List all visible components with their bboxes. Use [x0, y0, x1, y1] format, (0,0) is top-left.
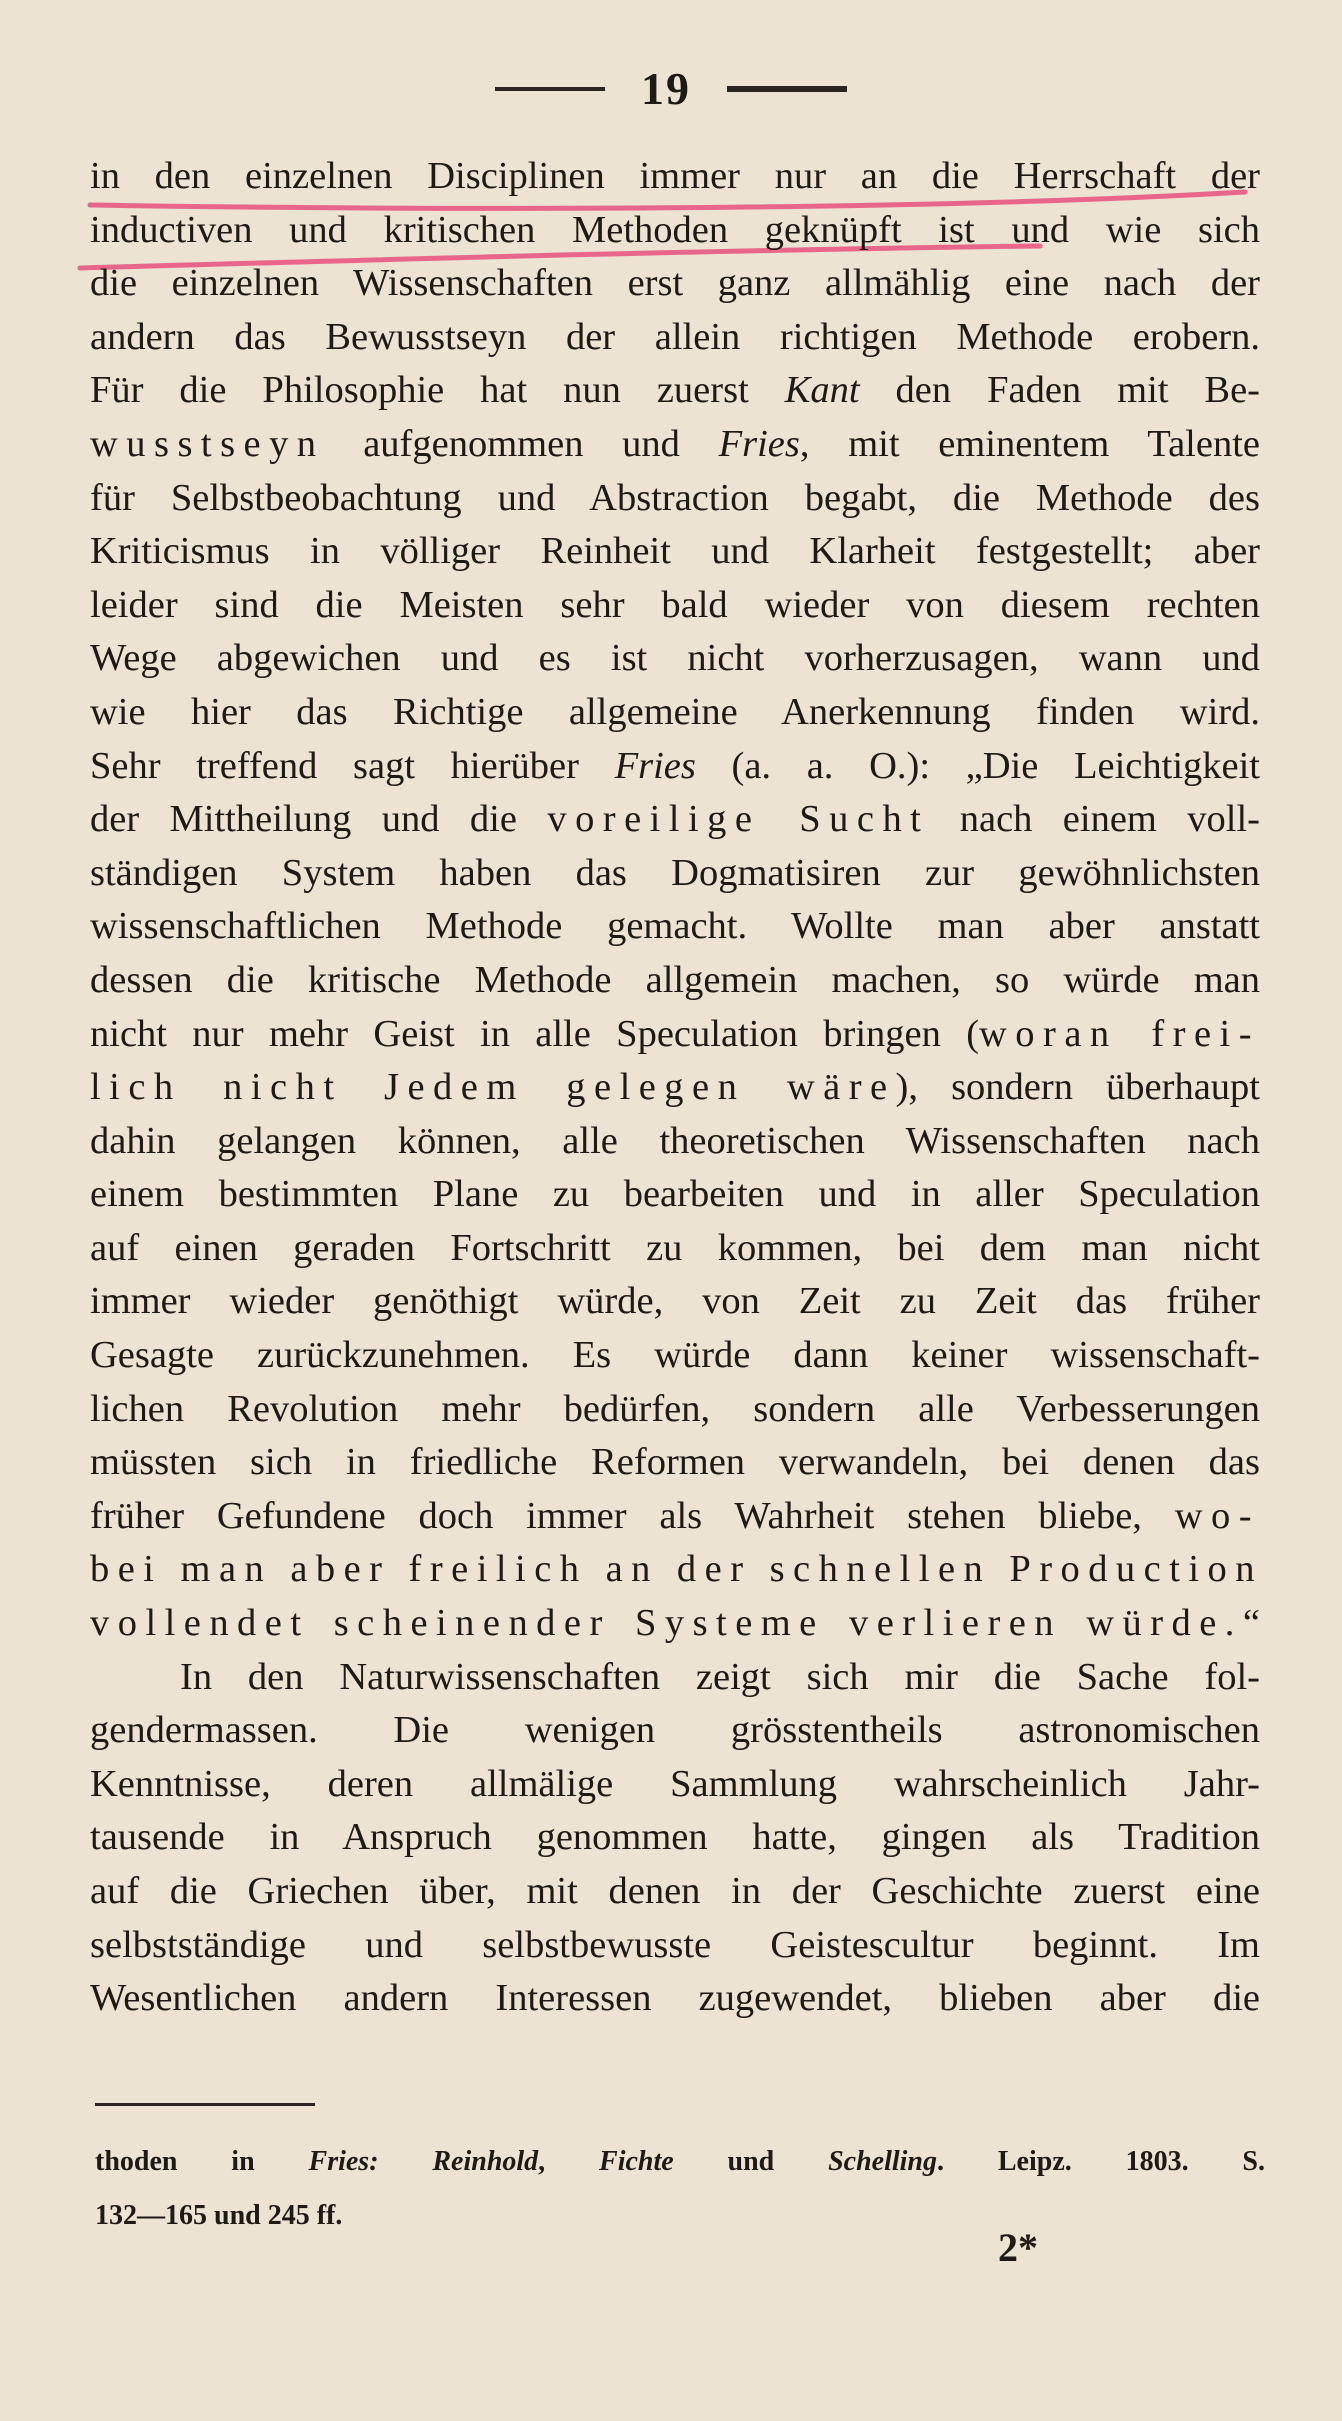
text-line: früher Gefundene doch immer als Wahrheit stehen bliebe, wo- [90, 1494, 1260, 1537]
text-line: wissenschaftlichen Methode gemacht. Wollte man aber anstatt [90, 905, 1260, 948]
footnote-line: 132—165 und 245 ff. [95, 2199, 343, 2231]
text-line: Wesentlichen andern Interessen zugewendet, blieben aber die [90, 1977, 1260, 2020]
text-line: in den einzelnen Disciplinen immer nur an die Herrschaft der [90, 155, 1260, 197]
footnote-rule [95, 2103, 315, 2106]
text-line: tausende in Anspruch genommen hatte, gingen als Tradition [90, 1816, 1260, 1859]
header-rule-right [727, 86, 847, 92]
footnote-line: thoden in Fries: Reinhold, Fichte und Schelling. Leipz. 1803. S. [95, 2146, 1265, 2177]
text-line: Für die Philosophie hat nun zuerst Kant den Faden mit Be- [90, 369, 1260, 412]
text-line: In den Naturwissenschaften zeigt sich mir die Sache fol- [180, 1655, 1260, 1698]
signature-mark: 2* [998, 2225, 1038, 2270]
header-rule-left [495, 87, 605, 91]
text-line: auf die Griechen über, mit denen in der Geschichte zuerst eine [90, 1870, 1260, 1912]
main-text [90, 150, 1263, 2026]
text-line: der Mittheilung und die voreilige Sucht nach einem voll- [90, 798, 1260, 841]
text-line: dahin gelangen können, alle theoretischen Wissenschaften nach [90, 1119, 1260, 1162]
text-line: Sehr treffend sagt hierüber Fries (a. a. O.): „Die Leichtigkeit [90, 744, 1260, 787]
footnote [95, 2140, 1265, 2238]
text-line: bei man aber freilich an der schnellen Production [90, 1548, 1263, 1591]
text-line: wusstseyn aufgenommen und Fries, mit eminentem Talente [90, 422, 1261, 465]
text-line: andern das Bewusstseyn der allein richtigen Methode erobern. [90, 315, 1260, 358]
text-line: Gesagte zurückzunehmen. Es würde dann keiner wissenschaft- [90, 1334, 1260, 1377]
text-line: lich nicht Jedem gelegen wäre), sondern überhaupt [90, 1066, 1260, 1109]
text-line: lichen Revolution mehr bedürfen, sondern alle Verbesserungen [90, 1387, 1260, 1430]
text-line: immer wieder genöthigt würde, von Zeit zu Zeit das früher [90, 1280, 1260, 1323]
text-line: leider sind die Meisten sehr bald wieder von diesem rechten [90, 583, 1260, 626]
text-line: dessen die kritische Methode allgemein machen, so würde man [90, 958, 1260, 1001]
text-line: ständigen System haben das Dogmatisiren zur gewöhnlichsten [90, 851, 1260, 894]
text-line: Kenntnisse, deren allmälige Sammlung wahrscheinlich Jahr- [90, 1762, 1260, 1805]
page-number: 19 [641, 63, 691, 114]
text-line: wie hier das Richtige allgemeine Anerkennung finden wird. [90, 690, 1260, 733]
text-line: inductiven und kritischen Methoden geknüpft ist und wie sich [90, 208, 1260, 251]
page-header [0, 62, 1342, 115]
text-line: nicht nur mehr Geist in alle Speculation bringen (woran frei- [90, 1012, 1260, 1055]
text-line: gendermassen. Die wenigen grösstentheils astronomischen [90, 1709, 1260, 1752]
text-line: Kriticismus in völliger Reinheit und Klarheit festgestellt; aber [90, 530, 1260, 573]
text-line: Wege abgewichen und es ist nicht vorherzusagen, wann und [90, 637, 1260, 680]
text-line: für Selbstbeobachtung und Abstraction begabt, die Methode des [90, 476, 1260, 519]
text-line: die einzelnen Wissenschaften erst ganz allmählig eine nach der [90, 262, 1260, 305]
text-line: selbstständige und selbstbewusste Geistescultur beginnt. Im [90, 1923, 1260, 1966]
text-line: einem bestimmten Plane zu bearbeiten und in aller Speculation [90, 1173, 1260, 1216]
text-line: vollendet scheinender Systeme verlieren würde.“ [90, 1602, 1260, 1645]
text-line: müssten sich in friedliche Reformen verwandeln, bei denen das [90, 1441, 1260, 1484]
text-line: auf einen geraden Fortschritt zu kommen, bei dem man nicht [90, 1226, 1260, 1269]
